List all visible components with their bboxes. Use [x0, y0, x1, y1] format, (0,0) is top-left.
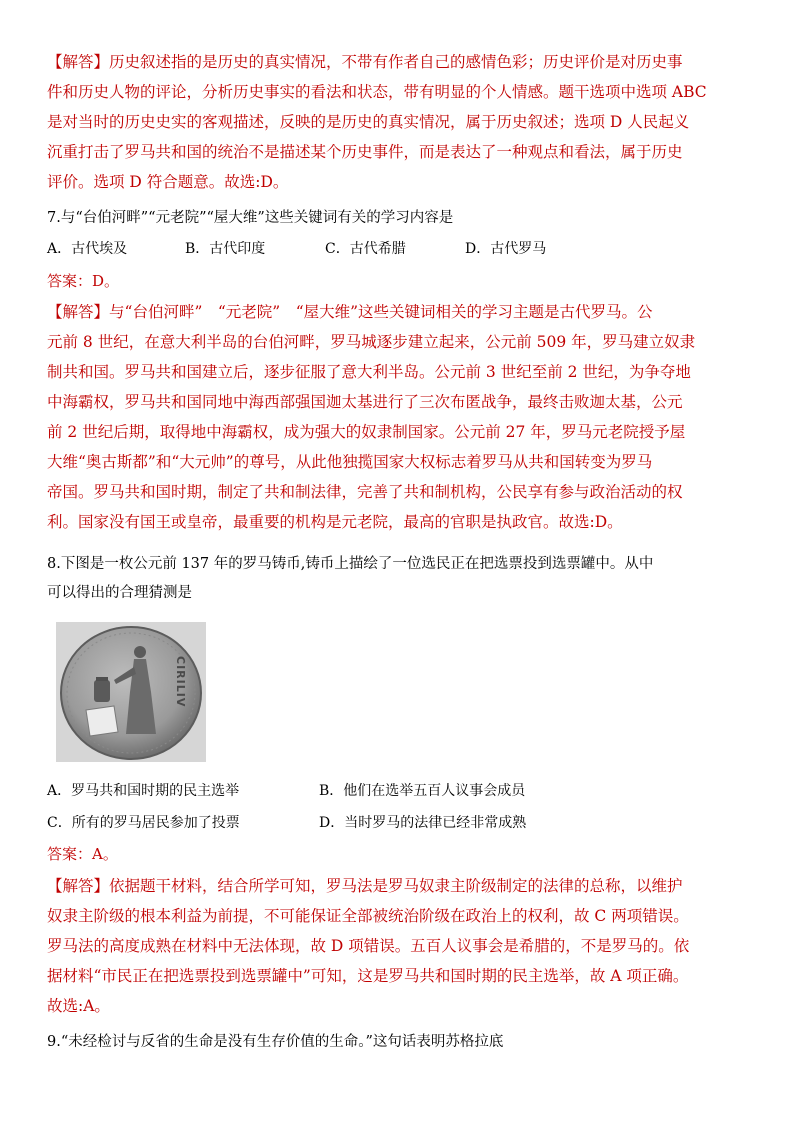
option-c: C．古代希腊	[325, 241, 406, 257]
explain-line: 大维“奥古斯都”和“大元帅”的尊号，从此他独揽国家大权标志着罗马从共和国转变为罗马	[47, 453, 653, 471]
explain-line: 中海霸权，罗马共和国同地中海西部强国迦太基进行了三次布匿战争，最终击败迦太基，公元	[47, 393, 683, 411]
explain-line: 元前 8 世纪，在意大利半岛的台伯河畔，罗马城逐步建立起来，公元前 509 年，罗马建立奴隶	[47, 333, 696, 351]
q8-options-row1	[47, 778, 777, 804]
explain-line: 【解答】依据题干材料，结合所学可知，罗马法是罗马奴隶主阶级制定的法律的总称，以维护	[47, 877, 683, 895]
q9-stem: 9.“未经检讨与反省的生命是没有生存价值的生命。”这句话表明苏格拉底	[47, 1034, 504, 1050]
explain-line: 【解答】历史叙述指的是历史的真实情况，不带有作者自己的感情色彩；历史评价是对历史事	[47, 53, 683, 71]
option-c: C．所有的罗马居民参加了投票	[47, 815, 240, 831]
q8-options-row2	[47, 810, 777, 836]
q7-answer: 答案：D。	[47, 272, 120, 290]
option-a: A．罗马共和国时期的民主选举	[47, 783, 240, 799]
explain-line: 罗马法的高度成熟在材料中无法体现，故 D 项错误。五百人议事会是希腊的，不是罗马的。依	[47, 937, 690, 955]
option-b: B．古代印度	[185, 241, 266, 257]
explain-line: 【解答】与“台伯河畔” “元老院” “屋大维”这些关键词相关的学习主题是古代罗马。公	[47, 303, 653, 321]
explain-line: 据材料“市民正在把选票投到选票罐中”可知，这是罗马共和国时期的民主选举，故 A 项正确。	[47, 967, 689, 985]
q7-options	[47, 236, 777, 262]
explain-line: 前 2 世纪后期，取得地中海霸权，成为强大的奴隶制国家。公元前 27 年，罗马元老院授予屋	[47, 423, 686, 441]
explain-line: 是对当时的历史史实的客观描述，反映的是历史的真实情况，属于历史叙述；选项 D 人民起义	[47, 113, 690, 131]
explain-line: 评价。选项 D 符合题意。故选:D。	[47, 173, 289, 191]
option-b: B．他们在选举五百人议事会成员	[319, 783, 526, 799]
q8-stem: 8.下图是一枚公元前 137 年的罗马铸币,铸币上描绘了一位选民正在把选票投到选票罐中。从中 可以得出的合理猜测是	[47, 556, 654, 601]
option-d: D．当时罗马的法律已经非常成熟	[319, 815, 527, 831]
q8-explanation	[47, 871, 777, 1021]
q7-explanation	[47, 297, 777, 537]
explain-line: 帝国。罗马共和国时期，制定了共和制法律，完善了共和制机构，公民享有参与政治活动的权	[47, 483, 683, 501]
explain-line: 利。国家没有国王或皇帝，最重要的机构是元老院，最高的官职是执政官。故选:D。	[47, 513, 623, 531]
coin-inscription: CIRILIV	[174, 656, 187, 708]
explain-line: 沉重打击了罗马共和国的统治不是描述某个历史事件，而是表达了一种观点和看法，属于历史	[47, 143, 683, 161]
q7-stem: 7.与“台伯河畔”“元老院”“屋大维”这些关键词有关的学习内容是	[47, 210, 454, 226]
roman-coin-image	[56, 622, 206, 762]
explain-line: 故选:A。	[47, 997, 110, 1015]
option-a: A．古代埃及	[47, 241, 128, 257]
q6-explanation	[47, 47, 777, 197]
explain-line: 奴隶主阶级的根本利益为前提，不可能保证全部被统治阶级在政治上的权利，故 C 两项错误。	[47, 907, 689, 925]
q8-answer: 答案：A。	[47, 845, 118, 863]
explain-line: 制共和国。罗马共和国建立后，逐步征服了意大利半岛。公元前 3 世纪至前 2 世纪，为争夺地	[47, 363, 691, 381]
jieda-tag: 【解答】	[47, 53, 110, 71]
explain-line: 件和历史人物的评论，分析历史事实的看法和状态，带有明显的个人情感。题干选项中选项 ABC	[47, 83, 707, 101]
option-d: D．古代罗马	[465, 241, 547, 257]
